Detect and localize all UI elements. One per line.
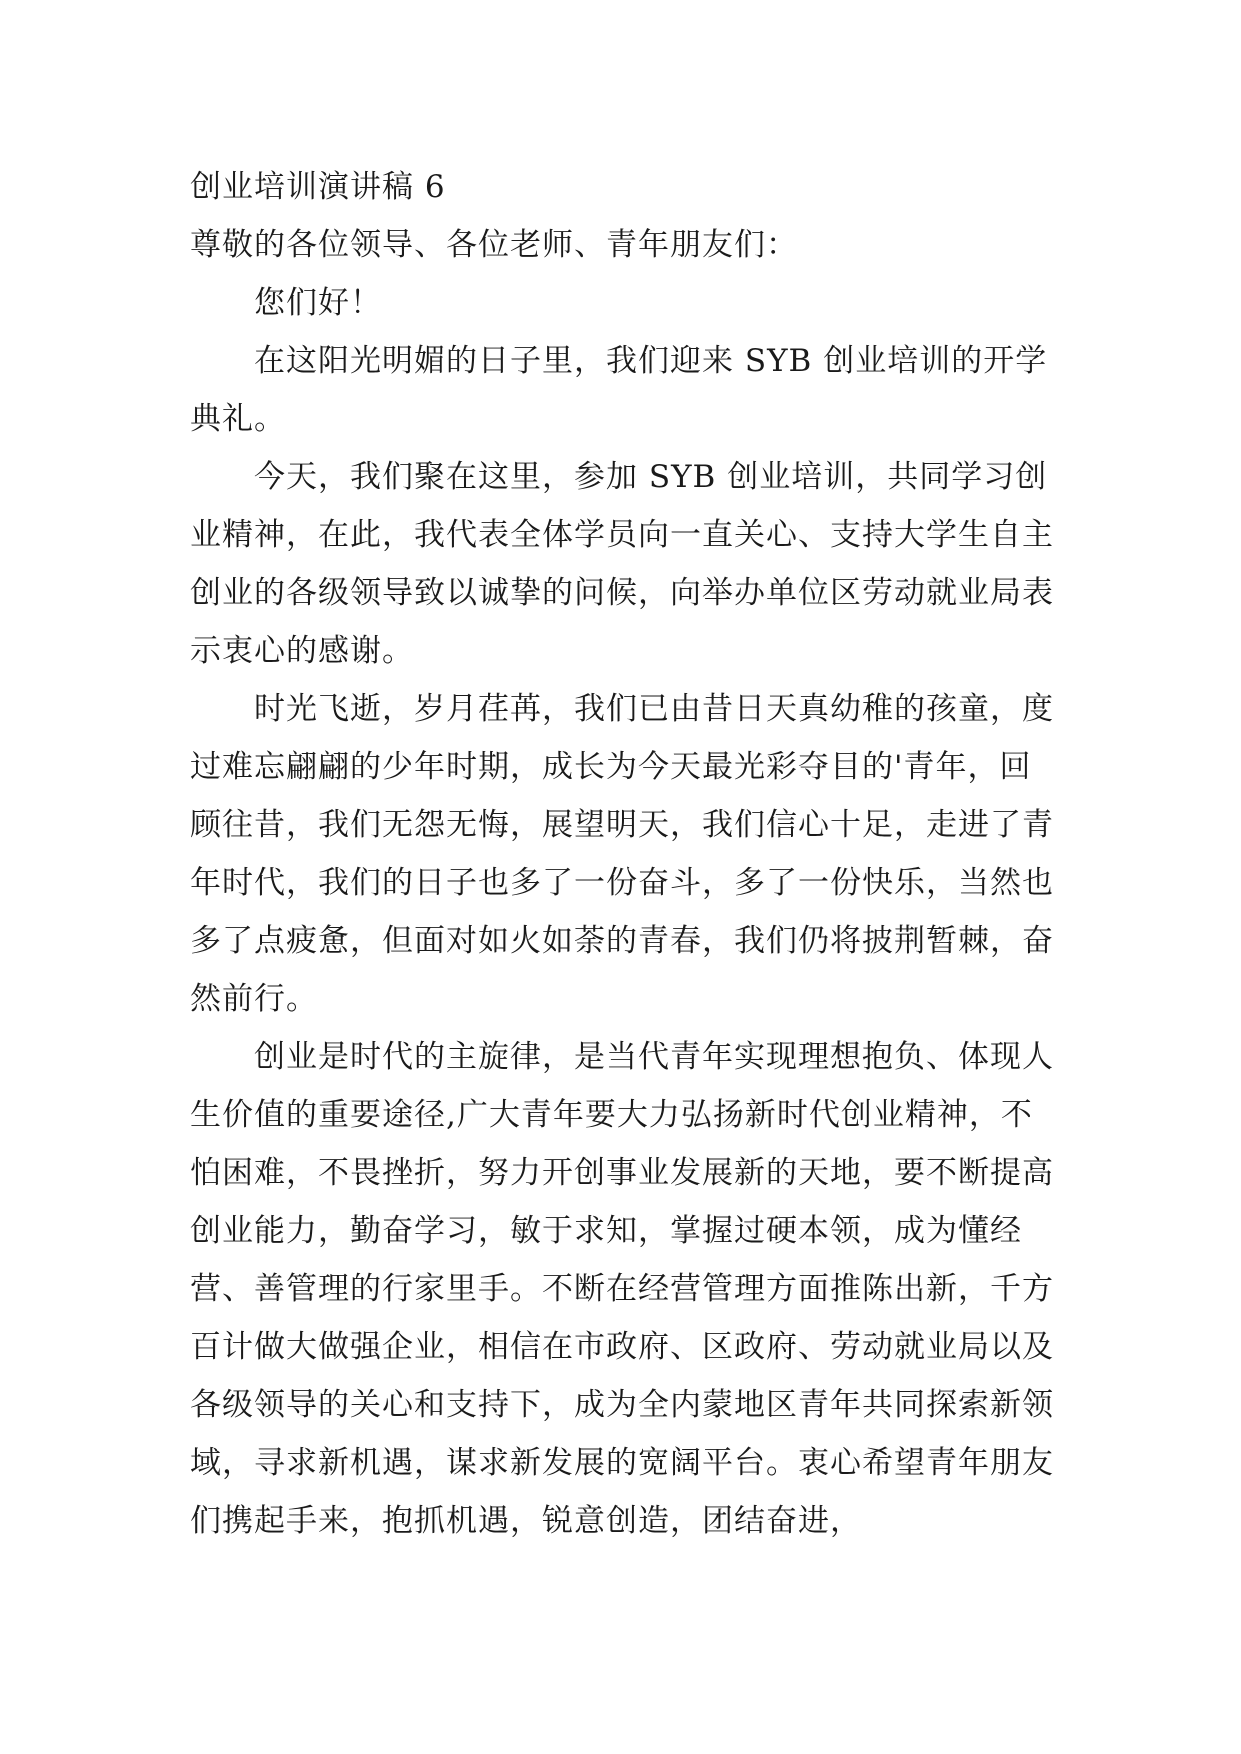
- document-title: 创业培训演讲稿 6: [190, 169, 446, 205]
- paragraph-1: 在这阳光明媚的日子里，我们迎来 SYB 创业培训的开学典礼。: [190, 343, 1048, 437]
- salutation: 尊敬的各位领导、各位老师、青年朋友们：: [190, 227, 798, 263]
- greeting: 您们好！: [254, 285, 382, 321]
- paragraph-2: 今天，我们聚在这里，参加 SYB 创业培训，共同学习创业精神，在此，我代表全体学员向一直关心、支持大学生自主创业的各级领导致以诚挚的问候，向举办单位区劳动就业局表示衷心的感谢。: [190, 459, 1054, 669]
- document-body: [190, 158, 1058, 1550]
- paragraph-3: 时光飞逝，岁月荏苒，我们已由昔日天真幼稚的孩童，度过难忘翩翩的少年时期，成长为今天最光彩夺目的'青年，回顾往昔，我们无怨无悔，展望明天，我们信心十足，走进了青年时代，我们的日子也多了一份奋斗，多了一份快乐，当然也多了点疲惫，但面对如火如荼的青春，我们仍将披荆暂棘，奋然前行。: [190, 691, 1054, 1017]
- paragraph-4: 创业是时代的主旋律，是当代青年实现理想抱负、体现人生价值的重要途径,广大青年要大力弘扬新时代创业精神，不怕困难，不畏挫折，努力开创事业发展新的天地，要不断提高创业能力，勤奋学习，敏于求知，掌握过硬本领，成为懂经营、善管理的行家里手。不断在经营管理方面推陈出新，千方百计做大做强企业，相信在市政府、区政府、劳动就业局以及各级领导的关心和支持下，成为全内蒙地区青年共同探索新领域，寻求新机遇，谋求新发展的宽阔平台。衷心希望青年朋友们携起手来，抱抓机遇，锐意创造，团结奋进，: [190, 1039, 1054, 1539]
